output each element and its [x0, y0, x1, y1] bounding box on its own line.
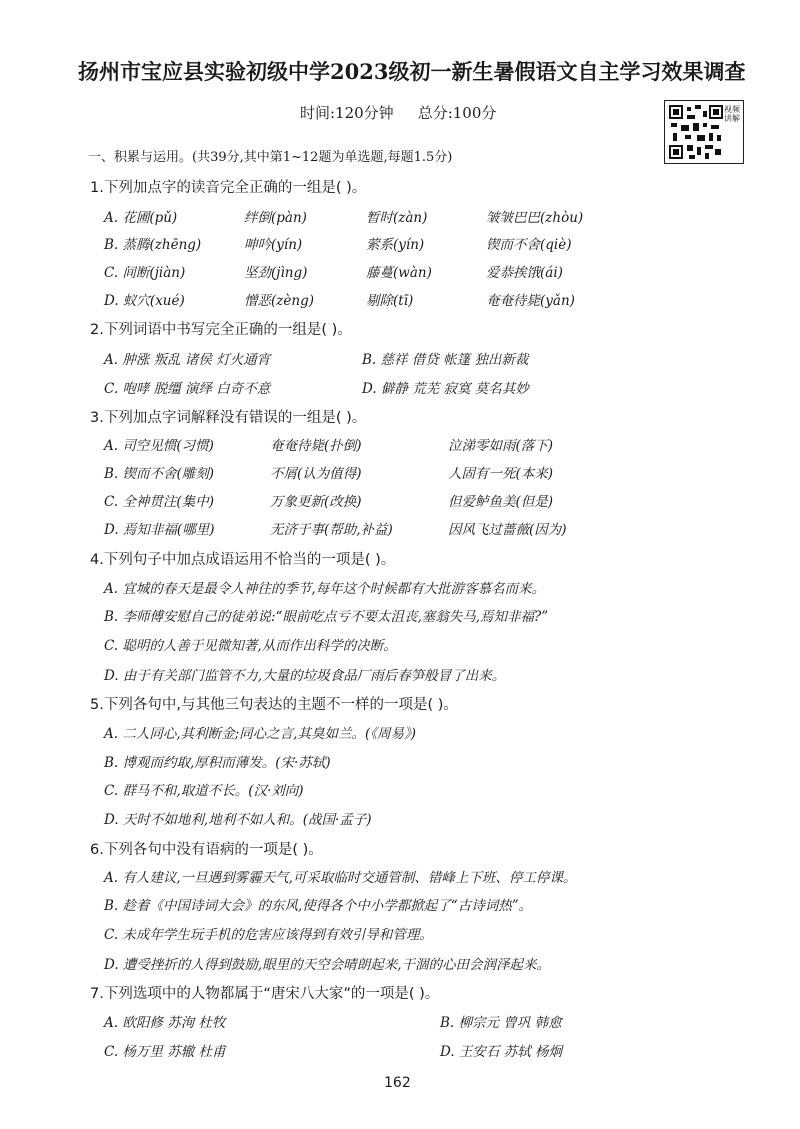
q2-option-d: D. 僻静 荒芜 寂寞 莫名其妙 [362, 381, 529, 397]
q6-option-b: B. 趁着《中国诗词大会》的东风,使得各个中小学都掀起了“古诗词热”。 [104, 898, 533, 914]
q3-option-d-2: 无济于事(帮助,补益) [270, 522, 393, 538]
question-3-stem: 3.下列加点字词解释没有错误的一组是( )。 [90, 410, 367, 426]
q1-option-c-1: C. 间断(jiàn) [104, 265, 186, 281]
q2-option-a: A. 肿涨 叛乱 诸侯 灯火通宵 [104, 352, 271, 368]
q2-option-c: C. 咆哮 脱缰 演绎 白奇不意 [104, 381, 271, 397]
question-1-stem: 1.下列加点字的读音完全正确的一组是( )。 [90, 180, 367, 196]
exam-title: 扬州市宝应县实验初级中学2023级初一新生暑假语文自主学习效果调查 [78, 59, 746, 84]
q7-option-b: B. 柳宗元 曾巩 韩愈 [440, 1015, 562, 1031]
q4-option-b: B. 李师傅安慰自己的徒弟说:“眼前吃点亏不要太沮丧,塞翁失马,焉知非福?” [104, 609, 549, 625]
qr-code[interactable] [664, 100, 744, 164]
q3-option-c-3: 但爱鲈鱼美(但是) [448, 494, 554, 510]
q4-option-a: A. 宜城的春天是最令人神往的季节,每年这个时候都有大批游客慕名而来。 [104, 581, 546, 597]
q1-option-a-1: A. 花圃(pǔ) [104, 210, 178, 226]
question-4-stem: 4.下列句子中加点成语运用不恰当的一项是( )。 [90, 552, 396, 568]
question-2-stem: 2.下列词语中书写完全正确的一组是( )。 [90, 322, 352, 338]
q1-option-b-1: B. 蒸腾(zhēng) [104, 237, 202, 253]
q4-option-c: C. 聪明的人善于见微知著,从而作出科学的决断。 [104, 638, 397, 654]
question-6-stem: 6.下列各句中没有语病的一项是( )。 [90, 842, 323, 858]
exam-subtitle [300, 102, 496, 123]
q3-option-a-1: A. 司空见惯(习惯) [104, 438, 214, 454]
q1-option-b-3: 萦系(yín) [366, 237, 425, 253]
page-number: 162 [384, 1075, 411, 1091]
q4-option-d: D. 由于有关部门监管不力,大量的垃圾食品厂雨后春笋般冒了出来。 [104, 668, 506, 684]
q1-option-b-2: 呻吟(yín) [244, 237, 303, 253]
q1-option-c-3: 藤蔓(wàn) [366, 265, 432, 281]
q6-option-a: A. 有人建议,一旦遇到雾霾天气,可采取临时交通管制、错峰上下班、停工停课。 [104, 870, 577, 886]
q1-option-a-4: 皱皱巴巴(zhòu) [486, 210, 584, 226]
q7-option-a: A. 欧阳修 苏洵 杜牧 [104, 1015, 226, 1031]
exam-total-score: 总分:100分 [417, 104, 497, 122]
q1-option-d-2: 憎恶(zèng) [244, 293, 314, 309]
question-5-stem: 5.下列各句中,与其他三句表达的主题不一样的一项是( )。 [90, 697, 458, 713]
q3-option-b-2: 不屑(认为值得) [270, 466, 362, 482]
q3-option-a-3: 泣涕零如雨(落下) [448, 438, 554, 454]
q7-option-d: D. 王安石 苏轼 杨炯 [440, 1044, 563, 1060]
q1-option-a-2: 绊倒(pàn) [244, 210, 307, 226]
q3-option-c-1: C. 全神贯注(集中) [104, 494, 214, 510]
section-heading: 一、积累与运用。(共39分,其中第1~12题为单选题,每题1.5分) [88, 150, 453, 165]
question-7-stem: 7.下列选项中的人物都属于“唐宋八大家”的一项是( )。 [90, 986, 440, 1002]
q3-option-b-1: B. 锲而不舍(雕刻) [104, 466, 215, 482]
q1-option-b-4: 锲而不舍(qiè) [486, 237, 572, 253]
q5-option-c: C. 群马不和,取道不长。(汉·刘向) [104, 783, 304, 799]
q1-option-a-3: 暂时(zàn) [366, 210, 428, 226]
exam-time: 时间:120分钟 [300, 104, 394, 122]
q3-option-c-2: 万象更新(改换) [270, 494, 362, 510]
q2-option-b: B. 慈祥 借贷 帐篷 独出新裁 [362, 352, 529, 368]
q3-option-d-3: 因风飞过蔷薇(因为) [448, 522, 567, 538]
q1-option-c-2: 坚劲(jìng) [244, 265, 308, 281]
q3-option-b-3: 人固有一死(本来) [448, 466, 554, 482]
q1-option-d-3: 剔除(tī) [366, 293, 414, 309]
qr-code-icon [669, 105, 723, 159]
q1-option-d-1: D. 蚁穴(xué) [104, 293, 185, 309]
q7-option-c: C. 杨万里 苏辙 杜甫 [104, 1044, 226, 1060]
q1-option-d-4: 奄奄待毙(yǎn) [486, 293, 575, 309]
q5-option-b: B. 博观而约取,厚积而薄发。(宋·苏轼) [104, 755, 331, 771]
qr-caption: 视频讲解 [724, 105, 740, 123]
q3-option-d-1: D. 焉知非福(哪里) [104, 522, 215, 538]
q5-option-d: D. 天时不如地利,地利不如人和。(战国·孟子) [104, 812, 372, 828]
q6-option-c: C. 未成年学生玩手机的危害应该得到有效引导和管理。 [104, 927, 433, 943]
q3-option-a-2: 奄奄待毙(扑倒) [270, 438, 362, 454]
q5-option-a: A. 二人同心,其利断金;同心之言,其臭如兰。(《周易》) [104, 726, 416, 742]
q6-option-d: D. 遭受挫折的人得到鼓励,眼里的天空会晴朗起来,干涸的心田会润泽起来。 [104, 957, 551, 973]
q1-option-c-4: 爱恭挨饿(ái) [486, 265, 563, 281]
